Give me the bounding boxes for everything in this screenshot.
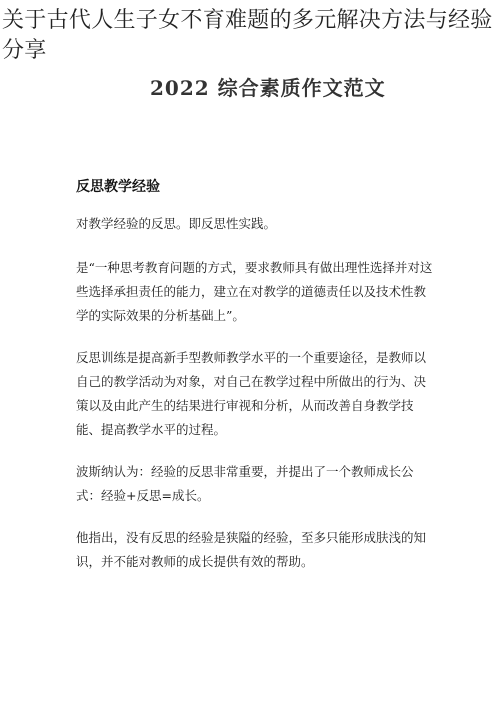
paragraph-3: 反思训练是提高新手型教师教学水平的一个重要途径，是教师以自己的教学活动为对象，对自己在教学过程中所做出的行为、决策以及由此产生的结果进行审视和分析，从而改善自身教学技能、提高教学水平的过程。 — [76, 350, 427, 437]
paragraph-5: 他指出，没有反思的经验是狭隘的经验，至多只能形成肤浅的知识，并不能对教师的成长提供有效的帮助。 — [76, 530, 427, 569]
paragraph-2: 是“一种思考教育问题的方式，要求教师具有做出理性选择并对这些选择承担责任的能力，建立在对教学的道德责任以及技术性教学的实际效果的分析基础上”。 — [76, 260, 433, 323]
page-title: 关于古代人生子女不育难题的多元解决方法与经验分享 — [2, 8, 493, 63]
section-heading: 反思教学经验 — [76, 179, 160, 195]
paragraph-4: 波斯纳认为：经验的反思非常重要，并提出了一个教师成长公式：经验+反思=成长。 — [76, 464, 414, 503]
paragraph-1: 对教学经验的反思。即反思性实践。 — [76, 216, 277, 231]
document-title: 2022 综合素质作文范文 — [150, 76, 386, 100]
